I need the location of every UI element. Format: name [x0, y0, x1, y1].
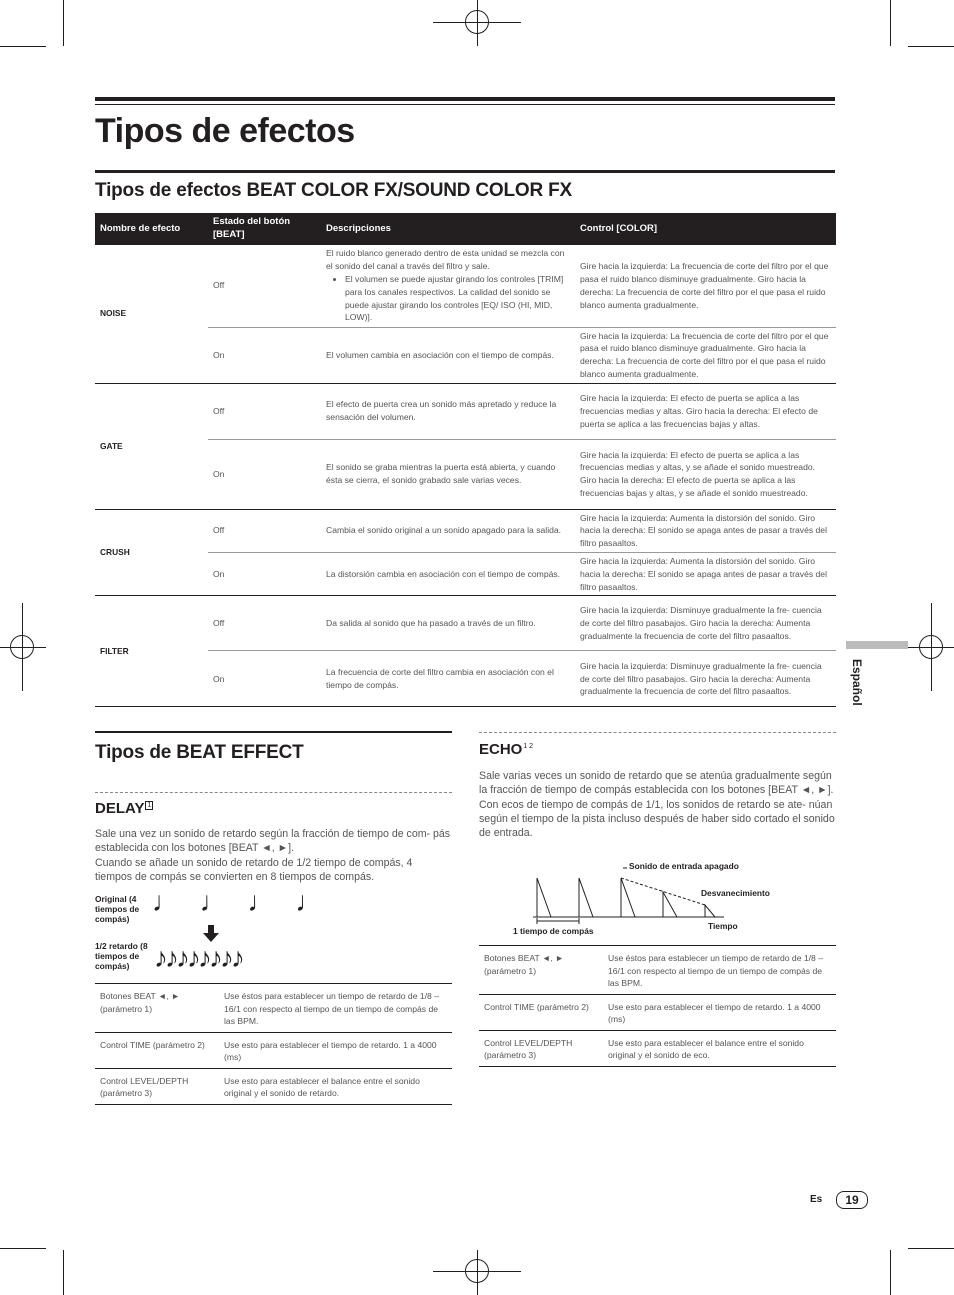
echo-pulse — [579, 878, 593, 917]
echo-divider — [479, 732, 836, 733]
param-label: Botones BEAT ◄, ► (parámetro 1) — [95, 984, 219, 1033]
header-color-control: Control [COLOR] — [575, 213, 836, 245]
beat-state: On — [208, 553, 321, 596]
description: Da salida al sonido que ha pasado a través de un filtro. — [321, 596, 575, 651]
page-number: 19 — [836, 1191, 868, 1209]
effects-table — [95, 213, 836, 707]
param-label: Control LEVEL/DEPTH (parámetro 3) — [95, 1068, 219, 1104]
param-label: Control TIME (parámetro 2) — [479, 994, 603, 1030]
delay-paragraph-1: Sale una vez un sonido de retardo según la fracción de tiempo de com- pás establecida con los botones [BEAT ◄, ►]. — [95, 828, 451, 855]
delay-description — [95, 827, 452, 884]
color-control: Gire hacia la izquierda: La frecuencia de corte del filtro por el que pasa el ruido blanco disminuye gradualmente. Giro hacia la derecha: La frecuencia de corte del filtro por el que pasa el ruido blanco aumenta gradualmente. — [575, 327, 836, 383]
original-label: Original (4 tiempos de compás) — [95, 894, 140, 924]
section2-title: Tipos de BEAT EFFECT — [95, 742, 304, 763]
table-row — [95, 245, 836, 327]
echo-paragraph-1: Sale varias veces un sonido de retardo que se atenúa gradualmente según la fracción de tiempo de compás establecida con los botones [BEAT ◄, ►]. — [479, 770, 834, 797]
table-row — [479, 946, 836, 995]
color-control: Gire hacia la izquierda: La frecuencia de corte del filtro por el que pasa el ruido blanco disminuye gradualmente. Giro hacia la derecha: La frecuencia de corte del filtro por el que pasa el ruido blanco aumenta gradualmente. — [575, 245, 836, 327]
table-row — [95, 509, 836, 552]
description-bullet: • El volumen se puede ajustar girando los controles [TRIM] para los canales respectivos. La calidad del sonido se puede ajustar girando los controles [EQ/ ISO (HI, MID, LOW)]. — [345, 273, 570, 324]
effect-name: NOISE — [95, 245, 208, 383]
param-label: Control TIME (parámetro 2) — [95, 1032, 219, 1068]
table-row — [95, 596, 836, 651]
echo-title — [479, 741, 533, 758]
table-row — [95, 383, 836, 439]
echo-pulse — [621, 878, 635, 917]
fade-label: Desvanecimiento — [701, 888, 770, 898]
param-desc: Use esto para establecer el balance entre el sonido original y el sonido de eco. — [603, 1030, 836, 1066]
beat-state: Off — [208, 383, 321, 439]
delay-half-label: 1/2 retardo (8 tiempos de compás) — [95, 941, 148, 971]
down-arrow-icon — [202, 925, 220, 943]
echo-paragraph-2: Con ecos de tiempo de compás de 1/1, los sonidos de retardo se ate- núan según el tiempo de la pista incluso después de haber sido cortado el sonido de entrada. — [479, 798, 835, 840]
color-control: Gire hacia la izquierda: Disminuye gradualmente la fre- cuencia de corte del filtro pasabajos. Giro hacia la derecha: Aumenta gradualmente la frecuencia de corte del filtro pasaaltos. — [575, 651, 836, 707]
section1-title: Tipos de efectos BEAT COLOR FX/SOUND COLOR FX — [95, 180, 572, 201]
table-row — [479, 994, 836, 1030]
description — [321, 245, 575, 327]
param-desc: Use éstos para establecer un tiempo de retardo de 1/8 – 16/1 con respecto al tiempo de un tiempo de compás de las BPM. — [603, 946, 836, 995]
effect-name: FILTER — [95, 596, 208, 707]
echo-title-text: ECHO — [479, 741, 523, 758]
delay-notes: ♪♪♪♪♪♪♪♪ — [154, 942, 242, 973]
table-header — [95, 213, 836, 245]
description: El sonido se graba mientras la puerta está abierta, y cuando ésta se cierra, el sonido grabado sale varias veces. — [321, 439, 575, 509]
delay-paragraph-2: Cuando se añade un sonido de retardo de 1/2 tiempo de compás, 4 tiempos de compás se convierten en 8 tiempos de compás. — [95, 856, 413, 883]
section-rule — [95, 170, 835, 173]
beat-state: Off — [208, 509, 321, 552]
description: El volumen cambia en asociación con el tiempo de compás. — [321, 327, 575, 383]
table-row — [95, 984, 452, 1033]
table-row — [95, 1032, 452, 1068]
param-desc: Use esto para establecer el tiempo de retardo. 1 a 4000 (ms) — [219, 1032, 452, 1068]
title-rule-thin — [95, 104, 835, 105]
effect-name: CRUSH — [95, 509, 208, 596]
original-notes: ♩ ♩ ♩ ♩ — [152, 886, 330, 917]
side-language-label: Español — [850, 659, 864, 706]
description-text: El ruido blanco generado dentro de esta unidad se mezcla con el sonido del canal a través del filtro y sale. — [326, 248, 565, 272]
description: La distorsión cambia en asociación con el tiempo de compás. — [321, 553, 575, 596]
title-rule-top — [95, 97, 835, 101]
beat-state: On — [208, 327, 321, 383]
param-desc: Use esto para establecer el tiempo de retardo. 1 a 4000 (ms) — [603, 994, 836, 1030]
color-control: Gire hacia la izquierda: El efecto de puerta se aplica a las frecuencias medias y altas, y se añade el sonido muestreado. Giro hacia la derecha: El efecto de puerta se aplica a las frecuencias bajas y altas, y se añade el sonido muestreado. — [575, 439, 836, 509]
section2-rule — [95, 731, 452, 733]
beat-state: Off — [208, 596, 321, 651]
beat-label: 1 tiempo de compás — [513, 926, 594, 936]
delay-param-table — [95, 983, 452, 1105]
description: La frecuencia de corte del filtro cambia en asociación con el tiempo de compás. — [321, 651, 575, 707]
color-control: Gire hacia la izquierda: El efecto de puerta se aplica a las frecuencias medias y altas. Giro hacia la derecha: El efecto de puerta se aplica a las frecuencias bajas y altas. — [575, 383, 836, 439]
echo-pulse — [537, 878, 551, 917]
description: El efecto de puerta crea un sonido más apretado y reduce la sensación del volumen. — [321, 383, 575, 439]
beat-state: On — [208, 439, 321, 509]
table-row — [479, 1030, 836, 1066]
description: Cambia el sonido original a un sonido apagado para la salida. — [321, 509, 575, 552]
effect-name: GATE — [95, 383, 208, 509]
color-control: Gire hacia la izquierda: Disminuye gradualmente la fre- cuencia de corte del filtro pasabajos. Giro hacia la derecha: Aumenta gradualmente la frecuencia de corte del filtro pasaaltos. — [575, 596, 836, 651]
delay-ref-number: 1 — [147, 802, 152, 809]
delay-title — [95, 800, 153, 817]
param-label: Control LEVEL/DEPTH (parámetro 3) — [479, 1030, 603, 1066]
header-effect-name: Nombre de efecto — [95, 213, 208, 245]
footer-lang: Es — [810, 1194, 823, 1205]
param-label: Botones BEAT ◄, ► (parámetro 1) — [479, 946, 603, 995]
beat-state: Off — [208, 245, 321, 327]
header-descriptions: Descripciones — [321, 213, 575, 245]
beat-state: On — [208, 651, 321, 707]
echo-ref-numbers: 1 2 — [523, 743, 534, 750]
delay-title-text: DELAY — [95, 800, 145, 817]
color-control: Gire hacia la izquierda: Aumenta la distorsión del sonido. Giro hacia la derecha: El sonido se apaga antes de pasar a través del filtro pasaaltos. — [575, 509, 836, 552]
input-off-label: Sonido de entrada apagado — [629, 861, 739, 871]
color-control: Gire hacia la izquierda: Aumenta la distorsión del sonido. Giro hacia la derecha: El sonido se apaga antes de pasar a través del filtro pasaaltos. — [575, 553, 836, 596]
page-title: Tipos de efectos — [95, 112, 355, 150]
echo-param-table — [479, 945, 836, 1067]
param-desc: Use esto para establecer el balance entre el sonido original y el sonido de retardo. — [219, 1068, 452, 1104]
side-tab-marker — [846, 641, 908, 649]
header-beat-state: Estado del botón [BEAT] — [208, 213, 321, 245]
time-label: Tiempo — [708, 921, 738, 931]
echo-pulse — [705, 905, 715, 917]
echo-description — [479, 769, 836, 840]
delay-divider — [95, 792, 452, 793]
param-desc: Use éstos para establecer un tiempo de retardo de 1/8 – 16/1 con respecto al tiempo de un tiempo de compás de las BPM. — [219, 984, 452, 1033]
table-row — [95, 1068, 452, 1104]
